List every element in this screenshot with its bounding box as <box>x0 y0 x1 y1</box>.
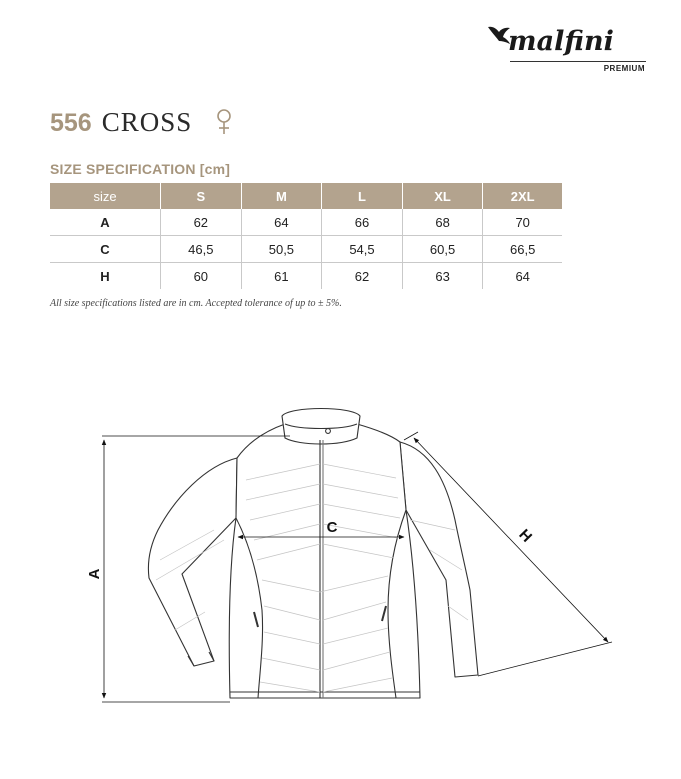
table-cell: 66 <box>322 209 403 236</box>
product-number: 556 <box>50 109 92 137</box>
header-cell: XL <box>402 183 483 209</box>
table-cell: 64 <box>241 209 322 236</box>
header-cell: M <box>241 183 322 209</box>
logo-divider <box>510 61 646 62</box>
dimension-h-label: H <box>515 526 536 546</box>
dimension-c-label: C <box>326 519 338 536</box>
row-label: A <box>50 209 161 236</box>
row-label: C <box>50 236 161 263</box>
dimension-a-label: A <box>86 568 103 580</box>
table-cell: 46,5 <box>161 236 242 263</box>
table-cell: 63 <box>402 263 483 290</box>
product-title <box>50 107 192 141</box>
table-cell: 62 <box>322 263 403 290</box>
brand-logo <box>486 22 651 78</box>
jacket-outline <box>148 409 478 699</box>
brand-name: malfini <box>508 26 614 57</box>
spec-heading: SIZE SPECIFICATION [cm] <box>50 161 231 177</box>
table-cell: 64 <box>483 263 562 290</box>
female-symbol-icon <box>214 108 234 136</box>
size-table <box>50 183 562 289</box>
table-cell: 50,5 <box>241 236 322 263</box>
table-cell: 62 <box>161 209 242 236</box>
table-cell: 54,5 <box>322 236 403 263</box>
tolerance-note: All size specifications listed are in cm. Accepted tolerance of up to ± 5%. <box>50 298 342 309</box>
table-row <box>50 263 562 290</box>
table-row <box>50 236 562 263</box>
header-cell: 2XL <box>483 183 562 209</box>
table-cell: 60 <box>161 263 242 290</box>
table-cell: 61 <box>241 263 322 290</box>
table-cell: 68 <box>402 209 483 236</box>
table-cell: 60,5 <box>402 236 483 263</box>
table-cell: 66,5 <box>483 236 562 263</box>
table-cell: 70 <box>483 209 562 236</box>
product-name: CROSS <box>101 107 193 137</box>
row-label: H <box>100 268 110 284</box>
header-cell: size <box>50 183 161 209</box>
table-row <box>50 209 562 236</box>
brand-subtitle: PREMIUM <box>603 64 645 73</box>
jacket-diagram <box>0 380 681 779</box>
header-cell: S <box>161 183 242 209</box>
table-header-row <box>50 183 562 209</box>
header-cell: L <box>322 183 403 209</box>
